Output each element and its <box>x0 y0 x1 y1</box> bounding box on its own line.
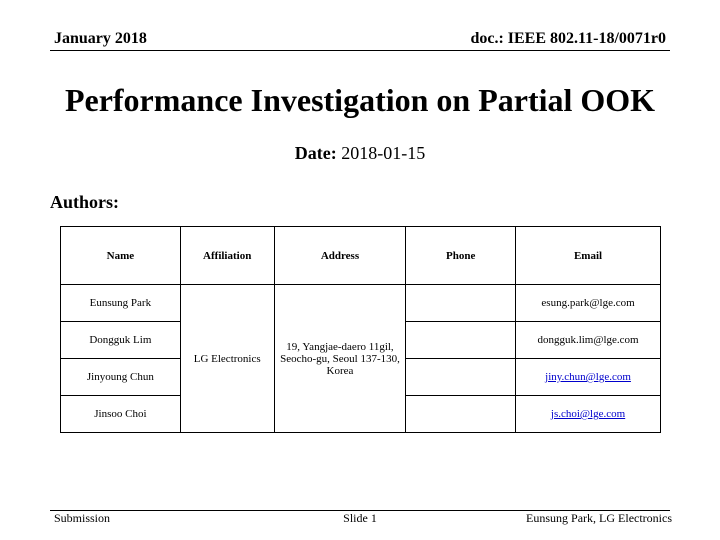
column-header-affiliation: Affiliation <box>180 227 274 285</box>
author-name: Jinsoo Choi <box>61 396 181 433</box>
column-header-phone: Phone <box>406 227 516 285</box>
phone-cell <box>406 285 516 322</box>
authors-table <box>60 226 661 433</box>
author-email-link[interactable]: jiny.chun@lge.com <box>545 371 631 383</box>
author-email-cell <box>516 396 661 433</box>
footer-slide-number: Slide 1 <box>343 511 377 525</box>
phone-cell <box>406 396 516 433</box>
phone-cell <box>406 322 516 359</box>
address-cell: 19, Yangjae-daero 11gil, Seocho-gu, Seoul 137-130, Korea <box>274 285 406 433</box>
author-email: dongguk.lim@lge.com <box>516 322 661 359</box>
authors-heading: Authors: <box>50 192 120 212</box>
date-label: Date: <box>294 143 337 163</box>
author-name: Eunsung Park <box>61 285 181 322</box>
slide-title: Performance Investigation on Partial OOK <box>64 82 656 118</box>
table-header-row <box>61 227 661 285</box>
header-date: January 2018 <box>54 30 147 47</box>
date-line <box>0 143 720 164</box>
author-email: esung.park@lge.com <box>516 285 661 322</box>
phone-cell <box>406 359 516 396</box>
footer-submission: Submission <box>54 511 111 525</box>
column-header-email: Email <box>516 227 661 285</box>
header-divider <box>50 50 670 51</box>
author-name: Jinyoung Chun <box>61 359 181 396</box>
column-header-address: Address <box>274 227 406 285</box>
author-email-link[interactable]: js.choi@lge.com <box>550 408 626 420</box>
author-name: Dongguk Lim <box>61 322 181 359</box>
column-header-name: Name <box>61 227 181 285</box>
date-value: 2018-01-15 <box>341 143 426 163</box>
header-doc-id: doc.: IEEE 802.11-18/0071r0 <box>470 30 666 47</box>
footer-author: Eunsung Park, LG Electronics <box>526 511 672 525</box>
author-email-cell <box>516 359 661 396</box>
table-row <box>61 285 661 322</box>
affiliation-cell: LG Electronics <box>180 285 274 433</box>
